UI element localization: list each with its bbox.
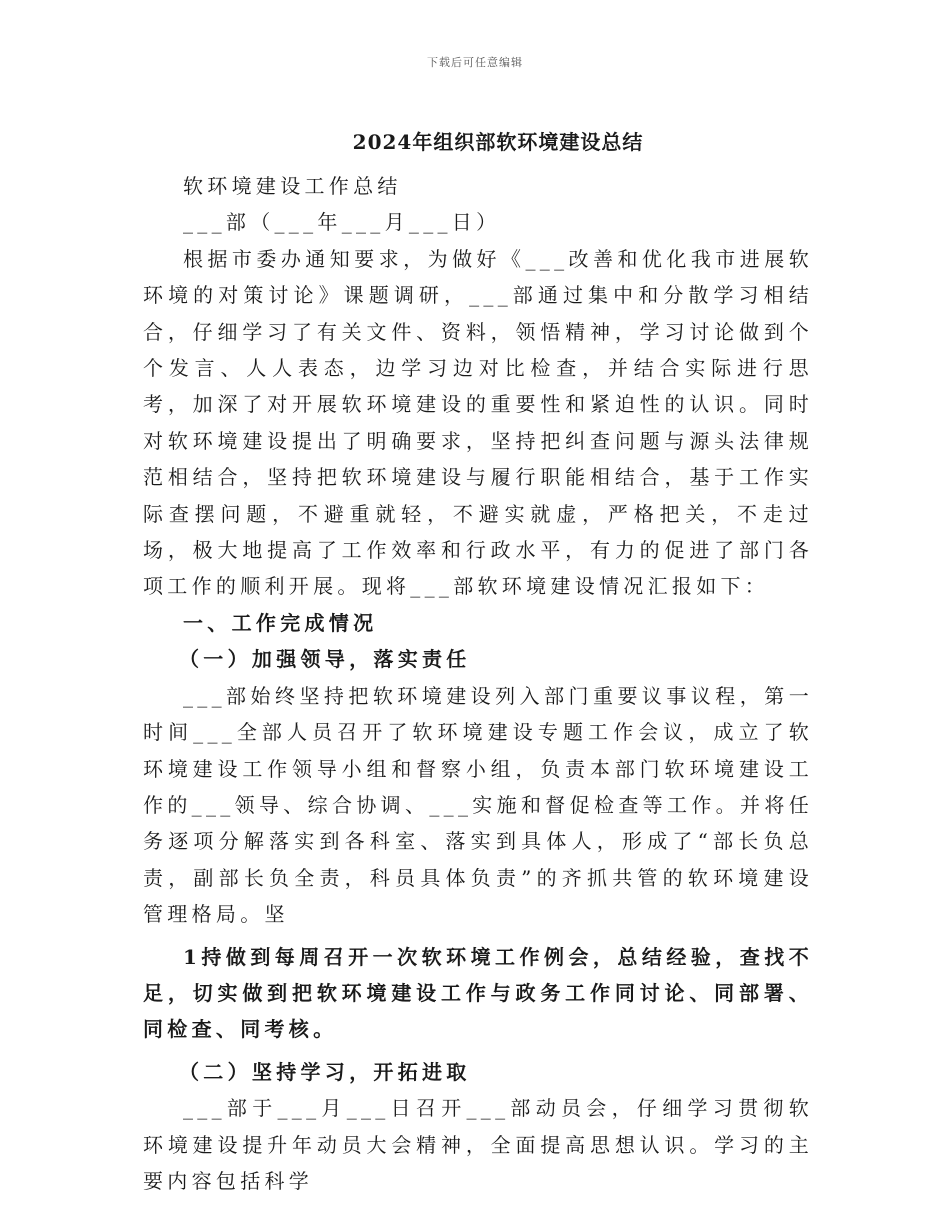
body-paragraph-bold: 1持做到每周召开一次软环境工作例会，总结经验，查找不足，切实做到把软环境建设工作与政务工作同讨论、同部署、同检查、同考核。: [143, 944, 813, 1042]
intro-paragraph: 根据市委办通知要求，为做好《___改善和优化我市进展软环境的对策讨论》课题调研，___部通过集中和分散学习相结合，仔细学习了有关文件、资料，领悟精神，学习讨论做到个个发言、人人表态，边学习边对比检查，并结合实际进行思考，加深了对开展软环境建设的重要性和紧迫性的认识。同时对软环境建设提出了明确要求，坚持把纠查问题与源头法律规范相结合，坚持把软环境建设与履行职能相结合，基于工作实际查摆问题，不避重就轻，不避实就虚，严格把关，不走过场，极大地提高了工作效率和行政水平，有力的促进了部门各项工作的顺利开展。现将___部软环境建设情况汇报如下：: [143, 246, 813, 599]
body-paragraph-1: ___部始终坚持把软环境建设列入部门重要议事议程，第一时间___全部人员召开了软环境建设专题工作会议，成立了软环境建设工作领导小组和督察小组，负责本部门软环境建设工作的___领导、综合协调、___实施和督促检查等工作。并将任务逐项分解落实到各科室、落实到具体人，形成了“部长负总责，副部长负全责，科员具体负责”的齐抓共管的软环境建设管理格局。坚: [143, 683, 813, 927]
subsection-heading-1: （一）加强领导，落实责任: [179, 647, 471, 672]
header-note: 下载后可任意编辑: [427, 56, 523, 69]
date-line: ___部（___年___月___日）: [183, 210, 501, 235]
document-title: 2024年组织部软环境建设总结: [352, 130, 644, 154]
document-body: [143, 168, 813, 1199]
body-paragraph-2: ___部于___月___日召开___部动员会，仔细学习贯彻软环境建设提升年动员大会精神，全面提高思想认识。学习的主要内容包括科学: [143, 1096, 813, 1193]
section-heading-1: 一、工作完成情况: [183, 610, 378, 635]
subtitle-paragraph: 软环境建设工作总结: [183, 174, 402, 198]
subsection-heading-2: （二）坚持学习，开拓进取: [179, 1059, 471, 1084]
